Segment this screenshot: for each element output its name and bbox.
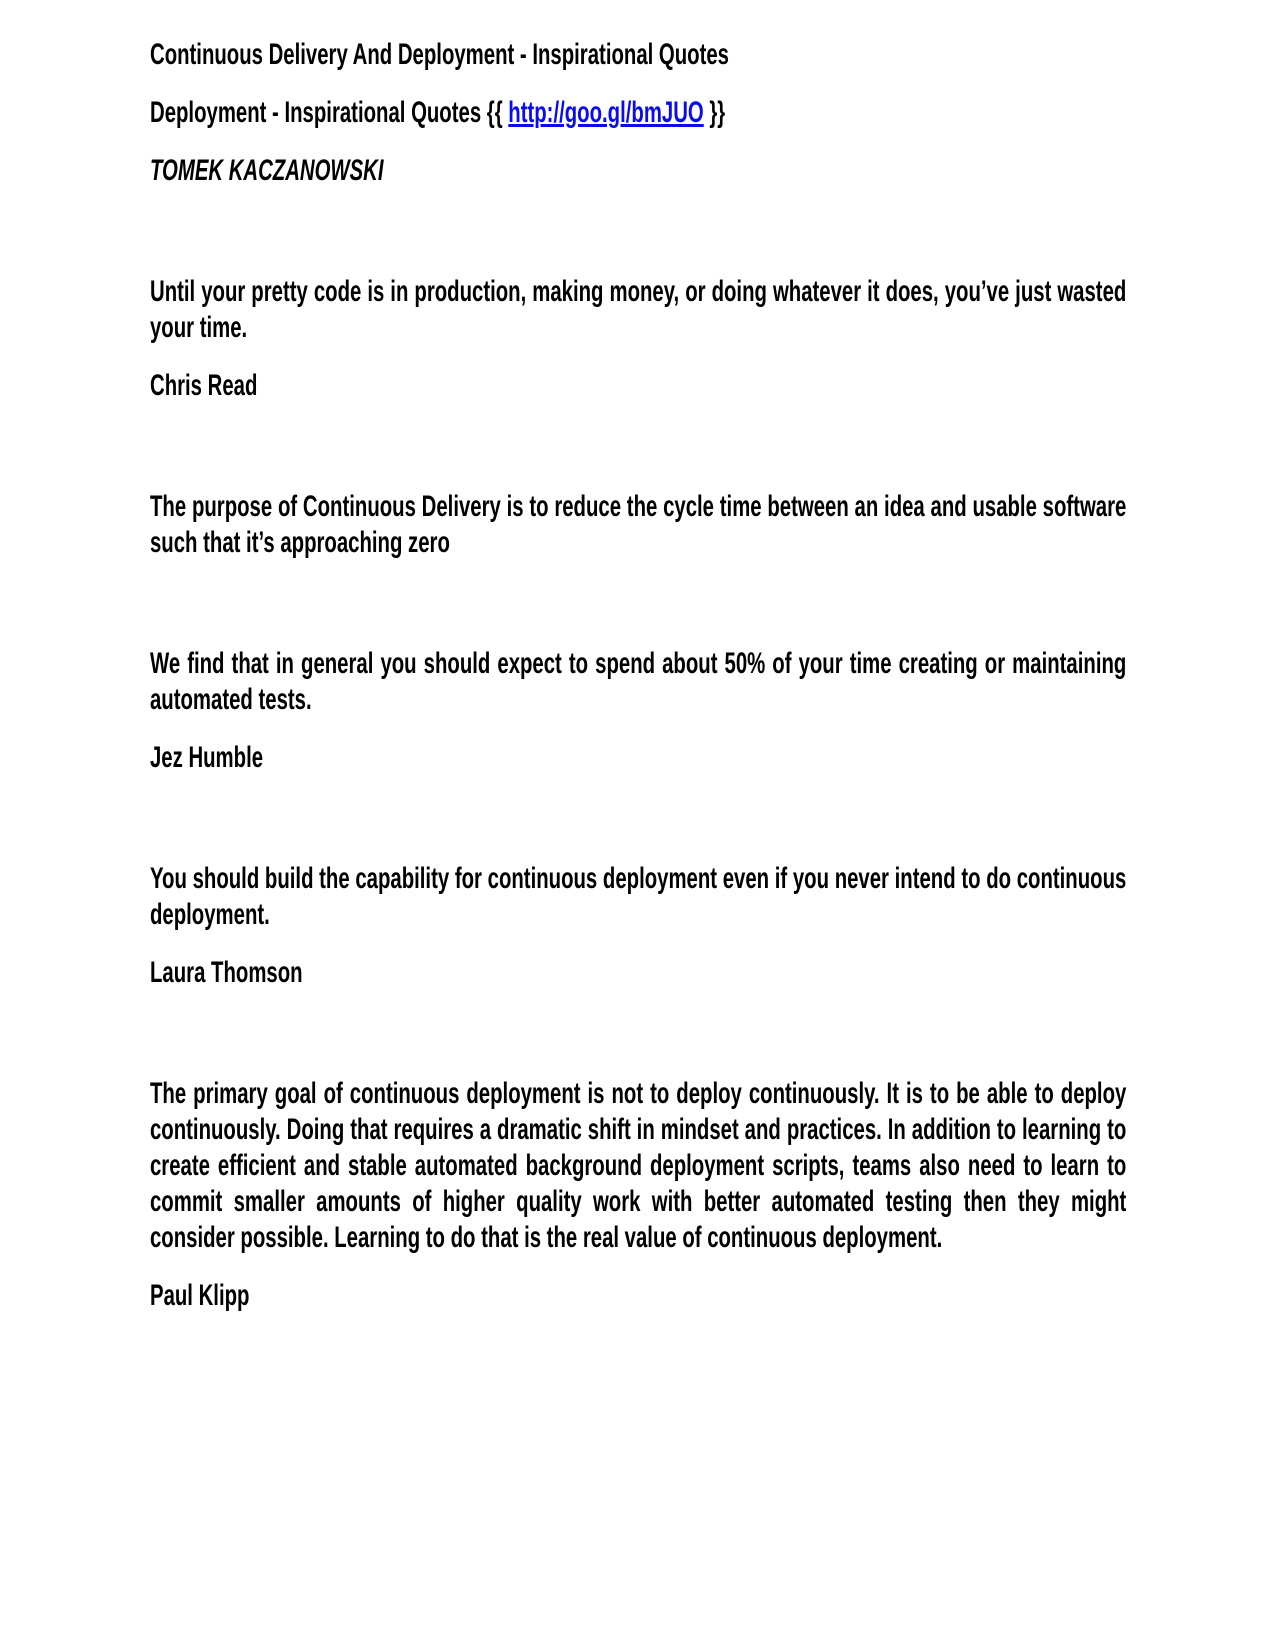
quote-text-3: We find that in general you should expect to spend about 50% of your time creating or maintaining automated tests. (150, 647, 1127, 716)
quote-attribution-4: Laura Thomson (150, 956, 303, 989)
subtitle-suffix-text: }} (703, 96, 726, 129)
quote-text-2: The purpose of Continuous Delivery is to reduce the cycle time between an idea and usable software such that it’s approaching zero (150, 490, 1127, 559)
quote-attribution-3: Jez Humble (150, 741, 264, 774)
goo-gl-link[interactable]: http://goo.gl/bmJUO (508, 96, 704, 129)
quote-text-1: Until your pretty code is in production, making money, or doing whatever it does, you’ve just wasted your time. (150, 275, 1127, 344)
document-content (150, 37, 1126, 1314)
quote-text-4: You should build the capability for continuous deployment even if you never intend to do continuous deployment. (150, 862, 1127, 931)
quote-attribution-5: Paul Klipp (150, 1279, 250, 1312)
document-title: Continuous Delivery And Deployment - Inspirational Quotes (150, 38, 730, 71)
quote-text-5: The primary goal of continuous deployment is not to deploy continuously. It is to be able to deploy continuously. Doing that requires a dramatic shift in mindset and practices. In addition to learning to create efficient and stable automated background deployment scripts, teams also need to learn to commit smaller amounts of higher quality work with better automated testing then they might consider possible. Learning to do that is the real value of continuous deployment. (150, 1077, 1127, 1254)
author-name: TOMEK KACZANOWSKI (150, 154, 384, 187)
quote-attribution-1: Chris Read (150, 369, 258, 402)
subtitle-prefix-text: Deployment - Inspirational Quotes {{ (150, 96, 509, 129)
document-subtitle (150, 95, 1126, 131)
